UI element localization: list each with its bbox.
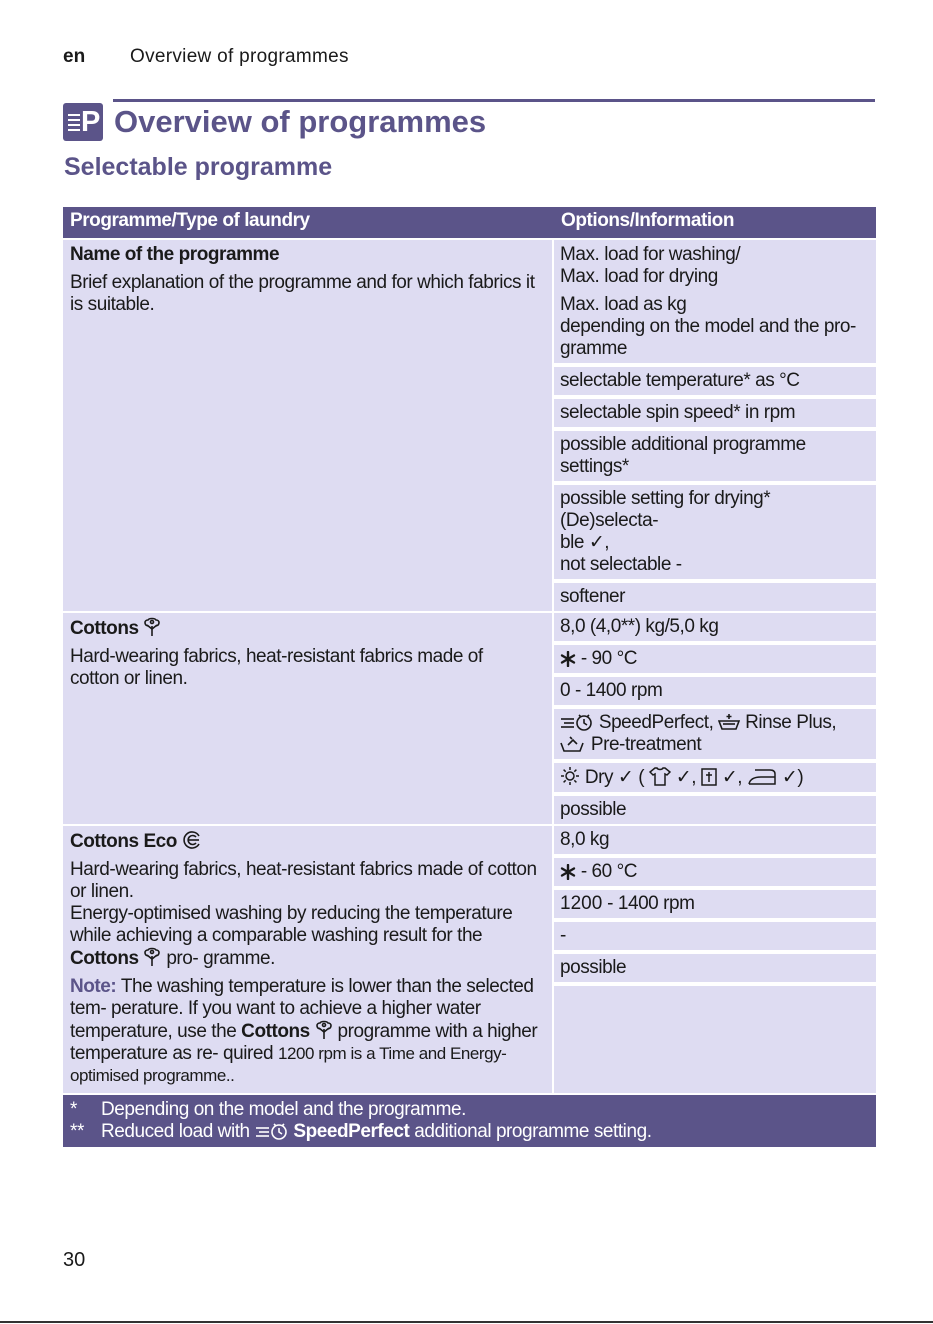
spin-cell: selectable spin speed* in rpm bbox=[554, 399, 876, 427]
table-header bbox=[63, 207, 876, 238]
note-text: 1200 rpm is a Time and Energy-optimised programme.. bbox=[70, 1044, 507, 1085]
softener-cell: possible bbox=[554, 796, 876, 824]
rinse-plus-label: Rinse Plus, bbox=[745, 712, 837, 733]
footnote-text: additional programme setting. bbox=[414, 1121, 652, 1142]
load-text: Max. load for washing/ bbox=[560, 244, 741, 265]
additional-settings-cell bbox=[554, 709, 876, 759]
table-row bbox=[63, 240, 876, 611]
load-text: Max. load as kg bbox=[560, 294, 687, 315]
pretreatment-icon bbox=[560, 735, 586, 753]
programme-description: Hard-wearing fabrics, heat-resistant fabrics made of cotton or linen. bbox=[70, 859, 537, 902]
spin-text: - 1400 rpm bbox=[607, 893, 695, 914]
programme-table bbox=[63, 207, 876, 1147]
note-text: programme with a higher temperature as re- quired bbox=[70, 1021, 538, 1064]
speedperfect-label: SpeedPerfect, bbox=[598, 712, 714, 733]
note-label: Note: bbox=[70, 976, 117, 997]
load-cell bbox=[554, 240, 876, 363]
table-row bbox=[63, 826, 876, 1093]
programme-name bbox=[70, 830, 552, 853]
drying-text: ble ✓, bbox=[560, 532, 610, 553]
temperature-text: - 60 °C bbox=[580, 861, 638, 882]
cupboard-dry-shirt-icon bbox=[649, 766, 671, 786]
programme-reference: Cottons bbox=[70, 948, 139, 969]
speedperfect-icon bbox=[560, 713, 594, 731]
description-text: pro- gramme. bbox=[166, 948, 275, 969]
check-mark: ✓ bbox=[721, 767, 738, 788]
footnote-mark: ** bbox=[70, 1121, 84, 1142]
footnote bbox=[70, 1099, 466, 1121]
programme-cell bbox=[63, 240, 552, 611]
temperature-cell bbox=[554, 645, 876, 673]
programme-note bbox=[70, 976, 554, 1087]
drying-text: possible setting for drying* (De)selecta- bbox=[560, 488, 771, 531]
temperature-cell bbox=[554, 858, 876, 886]
dry-sun-icon bbox=[560, 766, 580, 786]
speedperfect-icon bbox=[255, 1122, 289, 1140]
iron-dry-icon bbox=[747, 768, 777, 786]
drying-cell: Dry ✓ ( ✓, ✓, ✓) bbox=[554, 763, 876, 792]
programme-description: Hard-wearing fabrics, heat-resistant fabrics made of cotton or linen. bbox=[70, 646, 483, 689]
section-title: Overview of programmes bbox=[114, 104, 487, 139]
temperature-cell: selectable temperature* as °C bbox=[554, 367, 876, 395]
programme-description: Brief explanation of the programme and for which fabrics it is suitable. bbox=[70, 272, 535, 315]
cold-snowflake-icon bbox=[560, 864, 576, 880]
programme-cell bbox=[63, 613, 552, 824]
softener-cell: softener bbox=[554, 583, 876, 611]
programme-cell bbox=[63, 826, 552, 1093]
cold-snowflake-icon bbox=[560, 651, 576, 667]
cotton-plant-icon bbox=[315, 1020, 333, 1040]
footnotes bbox=[63, 1095, 876, 1147]
column-header-options: Options/Information bbox=[561, 210, 734, 231]
softener-cell: possible bbox=[554, 954, 876, 982]
subsection-title: Selectable programme bbox=[64, 153, 333, 181]
spin-cell bbox=[554, 890, 876, 918]
header-title: Overview of programmes bbox=[130, 46, 349, 67]
load-text: gramme bbox=[560, 338, 627, 359]
column-header-programme: Programme/Type of laundry bbox=[70, 210, 310, 231]
programme-section-icon: P bbox=[63, 103, 103, 141]
footnote-text: Depending on the model and the programme. bbox=[101, 1099, 466, 1120]
page-number: 30 bbox=[63, 1249, 86, 1271]
programme-name bbox=[70, 617, 552, 640]
table-row bbox=[63, 613, 876, 824]
programme-reference: Cottons bbox=[241, 1021, 310, 1042]
cotton-plant-icon bbox=[143, 617, 161, 637]
check-mark: ✓ bbox=[617, 767, 634, 788]
footnote-mark: * bbox=[70, 1099, 77, 1120]
pretreatment-label: Pre-treatment bbox=[590, 734, 702, 755]
programme-name: Name of the programme bbox=[70, 244, 280, 265]
eco-icon bbox=[182, 830, 202, 850]
spin-min-value: 1200 bbox=[560, 893, 603, 914]
drying-text: not selectable - bbox=[560, 554, 682, 575]
temperature-text: - 90 °C bbox=[580, 648, 638, 669]
empty-cell bbox=[554, 986, 876, 1093]
cotton-plant-icon bbox=[143, 947, 161, 967]
load-text: depending on the model and the pro- bbox=[560, 316, 856, 337]
check-mark: ✓ bbox=[675, 767, 692, 788]
additional-settings-cell: possible additional programme settings* bbox=[554, 431, 876, 481]
footnote-bold-text: SpeedPerfect bbox=[293, 1121, 410, 1142]
description-text: Energy-optimised washing by reducing the temperature while achieving a comparable washing result for the bbox=[70, 903, 513, 946]
programme-name-text: Cottons Eco bbox=[70, 831, 177, 852]
additional-settings-cell: - bbox=[554, 922, 876, 950]
footnote-text: Reduced load with bbox=[101, 1121, 250, 1142]
dry-label: Dry bbox=[584, 767, 614, 788]
section-rule bbox=[113, 99, 875, 102]
load-cell: 8,0 (4,0**) kg/5,0 kg bbox=[554, 613, 876, 641]
load-cell: 8,0 kg bbox=[554, 826, 876, 854]
note-text: The washing temperature is lower than the selected tem- perature. If you want to achieve a higher water temperature, use the bbox=[70, 976, 534, 1042]
programme-name-text: Cottons bbox=[70, 618, 139, 639]
header-language: en bbox=[63, 46, 86, 67]
drying-cell bbox=[554, 485, 876, 579]
rinse-plus-icon bbox=[718, 713, 740, 731]
bottom-rule bbox=[0, 1321, 933, 1323]
programme-description bbox=[70, 903, 548, 970]
cupboard-dry-plus-icon bbox=[701, 768, 717, 786]
spin-cell: 0 - 1400 rpm bbox=[554, 677, 876, 705]
footnote bbox=[70, 1121, 652, 1143]
check-mark: ✓ bbox=[781, 767, 798, 788]
load-text: Max. load for drying bbox=[560, 266, 718, 287]
